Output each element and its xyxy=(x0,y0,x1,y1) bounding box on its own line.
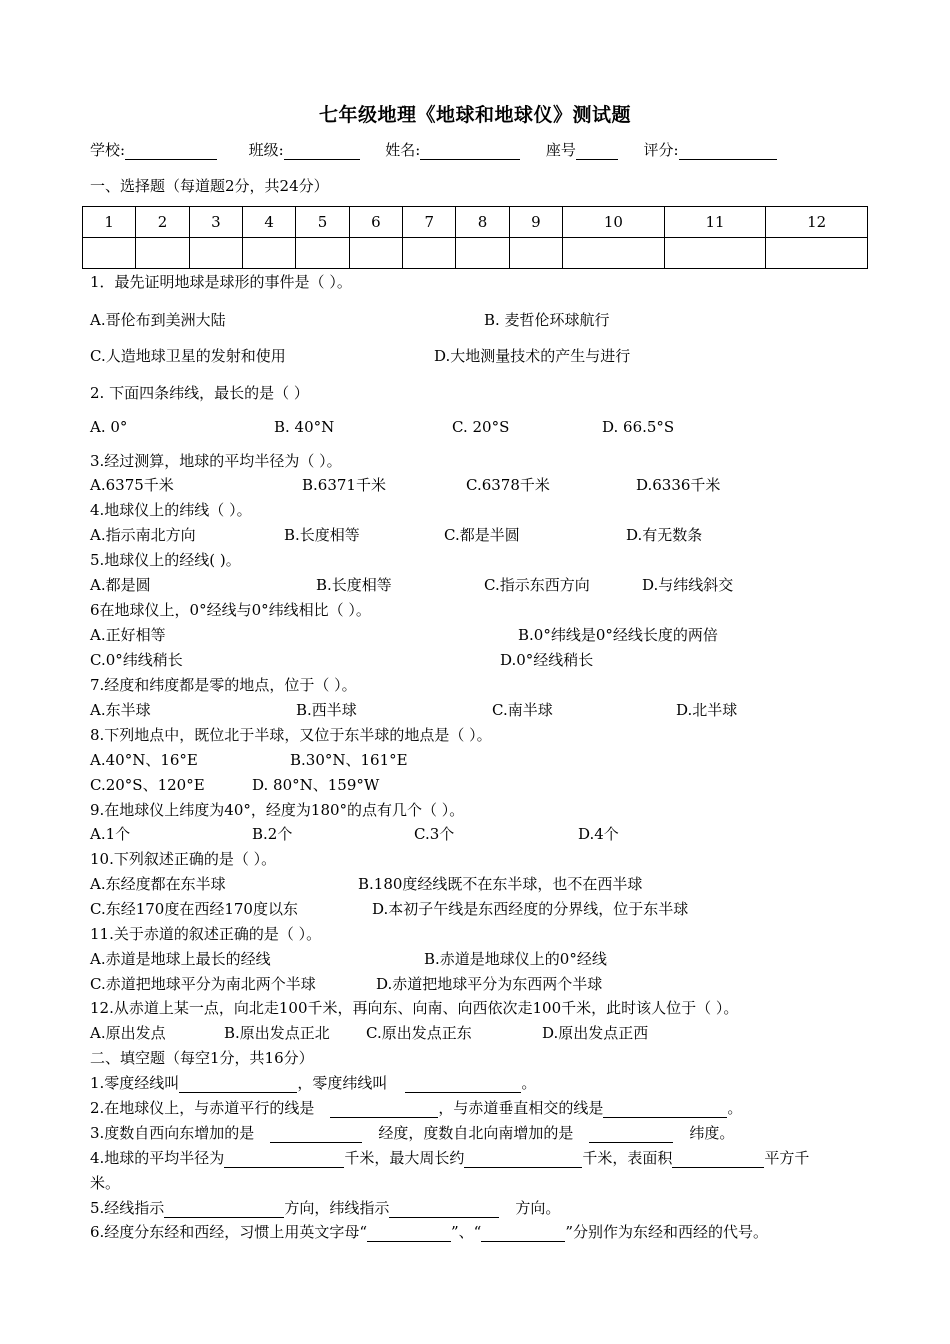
answer-table xyxy=(82,206,868,269)
q12-option-a[interactable]: A.原出发点 xyxy=(90,1024,166,1042)
q2-option-c[interactable]: C. 20°S xyxy=(452,418,510,436)
q2-option-a[interactable]: A. 0° xyxy=(90,418,128,436)
answer-number-cell: 2 xyxy=(136,207,189,238)
seat-field[interactable] xyxy=(576,143,618,160)
fill-4-continued: 米。 xyxy=(90,1174,121,1192)
score-field[interactable] xyxy=(679,143,777,160)
q10-option-d[interactable]: D.本初子午线是东西经度的分界线，位于东半球 xyxy=(372,900,689,918)
fill-4-blank-3[interactable] xyxy=(672,1151,764,1168)
fill-5-text-b: 方向，纬线指示 xyxy=(284,1199,390,1217)
fill-3-blank-1[interactable] xyxy=(270,1126,362,1143)
q9-option-d[interactable]: D.4个 xyxy=(578,825,619,843)
q11-option-d[interactable]: D.赤道把地球平分为东西两个半球 xyxy=(376,975,603,993)
q4-option-a[interactable]: A.指示南北方向 xyxy=(90,526,196,544)
q1-option-d[interactable]: D.大地测量技术的产生与进行 xyxy=(434,347,631,365)
name-label: 姓名: xyxy=(385,141,421,159)
q2-option-d[interactable]: D. 66.5°S xyxy=(602,418,675,436)
class-label: 班级: xyxy=(248,141,284,159)
q11-option-a[interactable]: A.赤道是地球上最长的经线 xyxy=(90,950,271,968)
fill-1-blank-1[interactable] xyxy=(179,1076,297,1093)
fill-3 xyxy=(90,1123,734,1143)
q5-option-a[interactable]: A.都是圆 xyxy=(90,576,151,594)
question-3: 3.经过测算，地球的平均半径为（ ）。 xyxy=(90,452,342,470)
q1-option-a[interactable]: A.哥伦布到美洲大陆 xyxy=(90,311,226,329)
answer-cell[interactable] xyxy=(243,238,296,269)
q6-option-b[interactable]: B.0°纬线是0°经线长度的两倍 xyxy=(518,626,718,644)
answer-cell[interactable] xyxy=(83,238,136,269)
answer-number-cell: 4 xyxy=(243,207,296,238)
q7-option-d[interactable]: D.北半球 xyxy=(676,701,738,719)
fill-3-text-b: 经度，度数自北向南增加的是 xyxy=(378,1124,574,1142)
fill-1-text-b: ，零度纬线叫 xyxy=(297,1074,388,1092)
fill-2-text-c: 。 xyxy=(727,1099,743,1117)
answer-cell[interactable] xyxy=(349,238,402,269)
answer-cell[interactable] xyxy=(664,238,766,269)
answer-number-cell: 8 xyxy=(456,207,509,238)
q5-option-c[interactable]: C.指示东西方向 xyxy=(484,576,590,594)
answer-cell[interactable] xyxy=(456,238,509,269)
page-title: 七年级地理《地球和地球仪》测试题 xyxy=(318,104,631,126)
section1-heading: 一、选择题（每道题2分，共24分） xyxy=(90,177,329,195)
answer-table-header-row xyxy=(83,207,868,238)
question-8: 8.下列地点中，既位北于半球，又位于东半球的地点是（ ）。 xyxy=(90,726,492,744)
q11-option-c[interactable]: C.赤道把地球平分为南北两个半球 xyxy=(90,975,316,993)
answer-number-cell: 3 xyxy=(189,207,242,238)
fill-2 xyxy=(90,1098,742,1118)
fill-5-blank-2[interactable] xyxy=(389,1201,499,1218)
q6-option-c[interactable]: C.0°纬线稍长 xyxy=(90,651,183,669)
q8-option-b[interactable]: B.30°N、161°E xyxy=(290,751,408,769)
q8-option-a[interactable]: A.40°N、16°E xyxy=(90,751,198,769)
answer-cell[interactable] xyxy=(563,238,665,269)
q12-option-b[interactable]: B.原出发点正北 xyxy=(224,1024,330,1042)
q7-option-b[interactable]: B.西半球 xyxy=(296,701,357,719)
q3-option-d[interactable]: D.6336千米 xyxy=(636,476,721,494)
fill-4-blank-1[interactable] xyxy=(224,1151,344,1168)
q12-option-d[interactable]: D.原出发点正西 xyxy=(542,1024,649,1042)
fill-2-blank-2[interactable] xyxy=(603,1101,727,1118)
q1-option-c[interactable]: C.人造地球卫星的发射和使用 xyxy=(90,347,286,365)
q4-option-d[interactable]: D.有无数条 xyxy=(626,526,703,544)
fill-1-text-a: 1.零度经线叫 xyxy=(90,1074,180,1092)
fill-6-text-c: ”分别作为东经和西经的代号。 xyxy=(565,1223,768,1241)
fill-5-text-c: 方向。 xyxy=(515,1199,561,1217)
answer-cell[interactable] xyxy=(296,238,349,269)
fill-1 xyxy=(90,1073,536,1093)
q3-option-c[interactable]: C.6378千米 xyxy=(466,476,550,494)
fill-6-text-a: 6.经度分东经和西经，习惯上用英文字母“ xyxy=(90,1223,367,1241)
answer-cell[interactable] xyxy=(189,238,242,269)
q11-option-b[interactable]: B.赤道是地球仪上的0°经线 xyxy=(424,950,607,968)
fill-4 xyxy=(90,1148,809,1168)
answer-cell[interactable] xyxy=(766,238,868,269)
question-10: 10.下列叙述正确的是（ ）。 xyxy=(90,850,277,868)
answer-number-cell: 6 xyxy=(349,207,402,238)
answer-cell[interactable] xyxy=(136,238,189,269)
fill-4-text-d: 平方千 xyxy=(764,1149,810,1167)
q6-option-d[interactable]: D.0°经线稍长 xyxy=(500,651,594,669)
fill-1-text-c: 。 xyxy=(521,1074,537,1092)
score-label: 评分: xyxy=(643,141,679,159)
fill-6-text-b: ”、“ xyxy=(450,1223,482,1241)
question-9: 9.在地球仪上纬度为40°，经度为180°的点有几个（ ）。 xyxy=(90,801,465,819)
question-6: 6在地球仪上，0°经线与0°纬线相比（ ）。 xyxy=(90,601,371,619)
fill-2-blank-1[interactable] xyxy=(330,1101,438,1118)
school-label: 学校: xyxy=(90,141,126,159)
q12-option-c[interactable]: C.原出发点正东 xyxy=(366,1024,472,1042)
q9-option-a[interactable]: A.1个 xyxy=(90,825,131,843)
q7-option-a[interactable]: A.东半球 xyxy=(90,701,151,719)
q10-option-b[interactable]: B.180度经线既不在东半球，也不在西半球 xyxy=(358,875,643,893)
answer-number-cell: 11 xyxy=(664,207,766,238)
seat-label: 座号 xyxy=(545,141,576,159)
q7-option-c[interactable]: C.南半球 xyxy=(492,701,553,719)
fill-5-text-a: 5.经线指示 xyxy=(90,1199,165,1217)
q4-option-b[interactable]: B.长度相等 xyxy=(284,526,360,544)
q8-option-d[interactable]: D. 80°N、159°W xyxy=(252,776,380,794)
question-11: 11.关于赤道的叙述正确的是（ ）。 xyxy=(90,925,322,943)
section2-heading: 二、填空题（每空1分，共16分） xyxy=(90,1049,314,1067)
q9-option-c[interactable]: C.3个 xyxy=(414,825,455,843)
q10-option-a[interactable]: A.东经度都在东半球 xyxy=(90,875,226,893)
answer-number-cell: 7 xyxy=(403,207,456,238)
q10-option-c[interactable]: C.东经170度在西经170度以东 xyxy=(90,900,298,918)
q6-option-a[interactable]: A.正好相等 xyxy=(90,626,166,644)
answer-table-blank-row xyxy=(83,238,868,269)
student-info-line xyxy=(90,140,777,160)
q3-option-b[interactable]: B.6371千米 xyxy=(302,476,386,494)
q4-option-c[interactable]: C.都是半圆 xyxy=(444,526,520,544)
answer-number-cell: 12 xyxy=(766,207,868,238)
fill-4-blank-2[interactable] xyxy=(464,1151,582,1168)
fill-4-text-a: 4.地球的平均半径为 xyxy=(90,1149,225,1167)
fill-4-text-b: 千米，最大周长约 xyxy=(344,1149,465,1167)
fill-4-text-c: 千米，表面积 xyxy=(582,1149,673,1167)
school-field[interactable] xyxy=(125,143,217,160)
question-5: 5.地球仪上的经线( )。 xyxy=(90,551,241,569)
fill-6-blank-2[interactable] xyxy=(481,1225,565,1242)
question-4: 4.地球仪上的纬线（ ）。 xyxy=(90,501,252,519)
fill-1-blank-2[interactable] xyxy=(405,1076,521,1093)
answer-number-cell: 5 xyxy=(296,207,349,238)
q2-option-b[interactable]: B. 40°N xyxy=(274,418,335,436)
answer-number-cell: 9 xyxy=(509,207,562,238)
answer-number-cell: 1 xyxy=(83,207,136,238)
fill-6-blank-1[interactable] xyxy=(367,1225,451,1242)
answer-cell[interactable] xyxy=(403,238,456,269)
q1-option-b[interactable]: B. 麦哲伦环球航行 xyxy=(484,311,610,329)
fill-2-text-a: 2.在地球仪上，与赤道平行的线是 xyxy=(90,1099,315,1117)
name-field[interactable] xyxy=(420,143,520,160)
fill-3-text-c: 纬度。 xyxy=(689,1124,735,1142)
q8-option-c[interactable]: C.20°S、120°E xyxy=(90,776,205,794)
answer-cell[interactable] xyxy=(509,238,562,269)
fill-3-text-a: 3.度数自西向东增加的是 xyxy=(90,1124,255,1142)
q9-option-b[interactable]: B.2个 xyxy=(252,825,293,843)
question-12: 12.从赤道上某一点，向北走100千米，再向东、向南、向西依次走100千米，此时该人位于（ ）。 xyxy=(90,999,739,1017)
answer-number-cell: 10 xyxy=(563,207,665,238)
fill-3-blank-2[interactable] xyxy=(589,1126,673,1143)
fill-5-blank-1[interactable] xyxy=(164,1201,284,1218)
q5-option-d[interactable]: D.与纬线斜交 xyxy=(642,576,734,594)
class-field[interactable] xyxy=(284,143,360,160)
fill-6 xyxy=(90,1222,768,1242)
question-2: 2. 下面四条纬线，最长的是（ ） xyxy=(90,384,309,402)
q3-option-a[interactable]: A.6375千米 xyxy=(90,476,174,494)
question-1: 1．最先证明地球是球形的事件是（ ）。 xyxy=(90,273,352,291)
question-7: 7.经度和纬度都是零的地点，位于（ ）。 xyxy=(90,676,357,694)
fill-2-text-b: ，与赤道垂直相交的线是 xyxy=(438,1099,604,1117)
fill-5 xyxy=(90,1198,560,1218)
q5-option-b[interactable]: B.长度相等 xyxy=(316,576,392,594)
